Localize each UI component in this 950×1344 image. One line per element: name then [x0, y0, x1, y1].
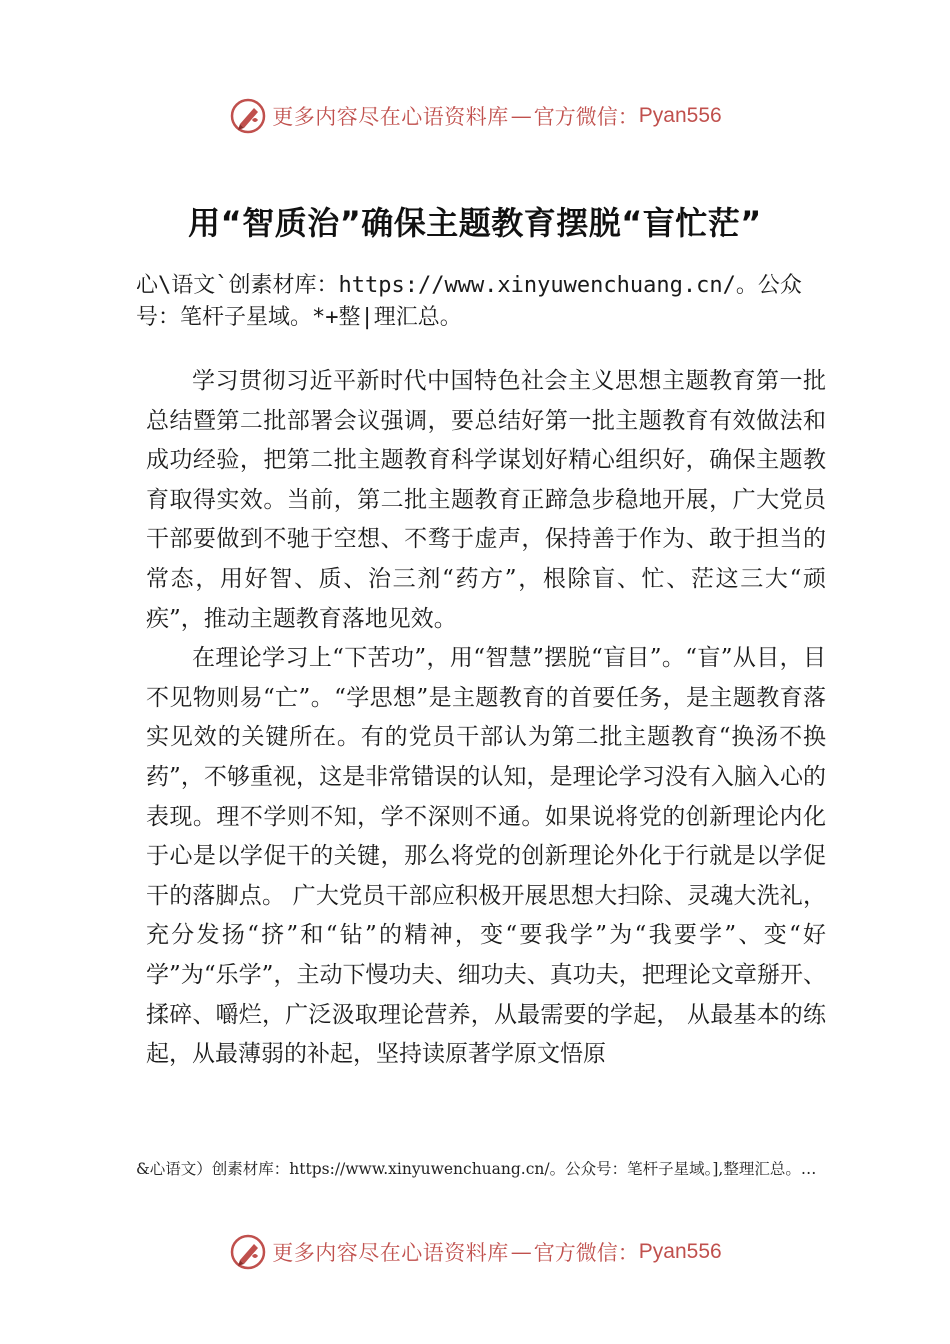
banner-separator: — [510, 104, 532, 128]
banner-wechat-id: Pyan556 [638, 104, 722, 127]
footer-banner [0, 1228, 950, 1276]
document-title: 用“智质治”确保主题教育摆脱“盲忙茫” [188, 204, 762, 242]
banner-slogan: 更多内容尽在心语资料库 [272, 105, 509, 129]
pen-heart-logo-icon [228, 1232, 268, 1272]
header-banner [0, 92, 950, 140]
pen-heart-logo-icon [228, 96, 268, 136]
banner-slogan: 更多内容尽在心语资料库 [272, 1241, 509, 1265]
paragraph-intro: 学习贯彻习近平新时代中国特色社会主义思想主题教育第一批总结暨第二批部署会议强调，要总结好第一批主题教育有效做法和成功经验，把第二批主题教育科学谋划好精心组织好，确保主题教育取得实效。当前，第二批主题教育正蹄急步稳地开展，广大党员干部要做到不驰于空想、不骛于虚声，保持善于作为、敢于担当的常态，用好智、质、治三剂“药方”，根除盲、忙、茫这三大“顽疾”，推动主题教育落地见效。 [146, 368, 826, 632]
source-footnote: &心语文）创素材库：https://www.xinyuwenchuang.cn/。公众号：笔杆子星域。],整理汇总。… [136, 1160, 817, 1178]
source-note: 心\语文`创素材库：https://www.xinyuwenchuang.cn/。公众号：笔杆子星域。*+整|理汇总。 [136, 273, 802, 330]
banner-wechat-label: 官方微信： [533, 105, 639, 129]
article-body [146, 362, 826, 1075]
banner-separator: — [510, 1240, 532, 1264]
banner-wechat-id: Pyan556 [638, 1240, 722, 1263]
banner-wechat-label: 官方微信： [533, 1241, 639, 1265]
paragraph-theory-study: 在理论学习上“下苦功”，用“智慧”摆脱“盲目”。“盲”从目，目不见物则易“亡”。“学思想”是主题教育的首要任务，是主题教育落实见效的关键所在。有的党员干部认为第二批主题教育“换汤不换药”，不够重视，这是非常错误的认知，是理论学习没有入脑入心的表现。理不学则不知，学不深则不通。如果说将党的创新理论内化于心是以学促干的关键，那么将党的创新理论外化于行就是以学促干的落脚点。 广大党员干部应积极开展思想大扫除、灵魂大洗礼，充分发扬“挤”和“钻”的精神，变“要我学”为“我要学”、变“好学”为“乐学”，主动下慢功夫、细功夫、真功夫，把理论文章掰开、揉碎、嚼烂，广泛汲取理论营养，从最需要的学起， 从最基本的练起，从最薄弱的补起，坚持读原著学原文悟原 [146, 645, 826, 1068]
